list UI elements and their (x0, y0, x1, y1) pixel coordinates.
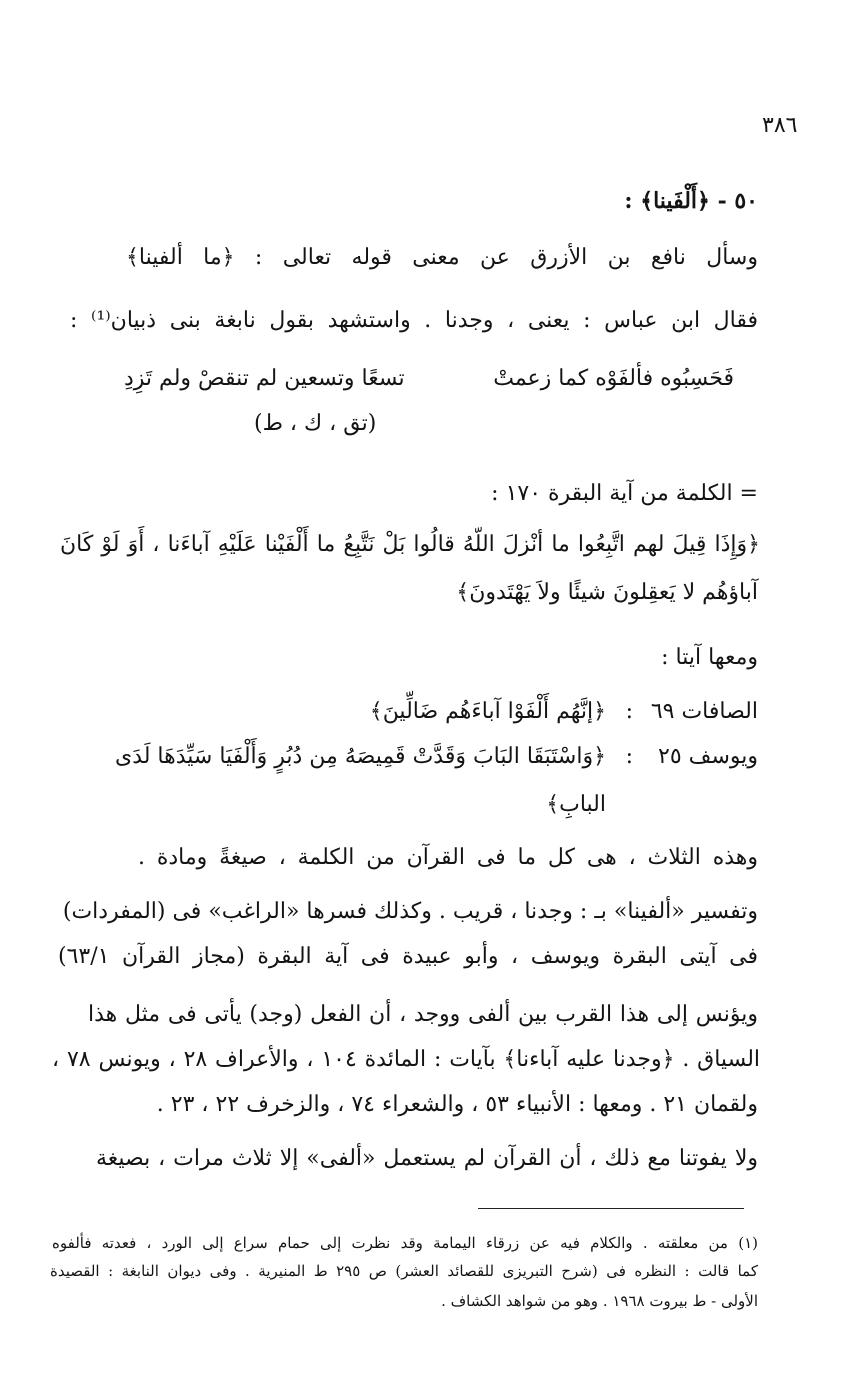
paragraph-2-line-1: وتفسير «ألفينا» بـ : وجدنا ، قريب . وكذلك فسرها «الراغب» فى (المفردات) (62, 899, 758, 924)
footnote-line-3: الأولى - ط بيروت ١٩٦٨ . وهو من شواهد الكشاف . (441, 1292, 758, 1310)
paragraph-1: وهذه الثلاث ، هى كل ما فى القرآن من الكلمة ، صيغةً ومادة . (138, 845, 758, 870)
footnote-line-1: (١) من معلقته . والكلام فيه عن زرقاء اليمامة وقد نظرت إلى حمام سراع إلى الورد ، فعدته فألفوه (52, 1234, 758, 1252)
footnote-divider (478, 1208, 744, 1209)
quran-verse-line-2: آباؤهُم لا يَعقِلونَ شيئًا ولاَ يَهْتَدونَ﴾ (456, 580, 758, 605)
ayah-1-label: الصافات ٦٩ (650, 699, 758, 724)
poem-hemistich-left: تسعًا وتسعين لم تنقصْ ولم تَزِدِ (124, 366, 405, 391)
paragraph-3-line-2: السياق . ﴿وجدنا عليه آباءنا﴾ بآيات : المائدة ١٠٤ ، والأعراف ٢٨ ، ويونس ٧٨ ، (52, 1047, 761, 1072)
entry-heading: ٥٠ - ﴿أَلْفَينا﴾ : (624, 188, 758, 214)
ayah-2-text: ﴿وَاسْتَبَقَا البَابَ وَقَدَّتْ قَمِيصَهُ مِن دُبُرٍ وَأَلْفَيَا سَيِّدَهَا لَدَى (114, 744, 606, 769)
ayah-2-separator: : (625, 744, 633, 769)
ayah-1-separator: : (625, 699, 633, 724)
answer-line: فقال ابن عباس : يعنى ، وجدنا . واستشهد بقول نابغة بنى ذبيان⁽¹⁾ : (70, 308, 759, 333)
quran-verse-line-1: ﴿وَإِذَا قِيلَ لهم اتَّبِعُوا ما أنْزلَ اللّهُ قالُوا بَلْ نَتَّبِعُ ما أَلْفَيْنا عَلَيْهِ آباءَنا ، أَوَ لَوْ كَانَ (60, 532, 760, 557)
intro-question: وسأل نافع بن الأزرق عن معنى قوله تعالى : ﴿ما ألفينا﴾ (126, 245, 758, 270)
with-it-label: ومعها آيتا : (661, 645, 758, 670)
footnote-line-2: كما قالت : النظره فى (شرح التبريزى للقصائد العشر) ص ٢٩٥ ط المنيرية . وفى ديوان النابغة : القصيدة (50, 1262, 758, 1280)
ayah-2-label: ويوسف ٢٥ (658, 744, 758, 769)
paragraph-3-line-1: ويؤنس إلى هذا القرب بين ألفى ووجد ، أن الفعل (وجد) يأتى فى مثل هذا (88, 1002, 758, 1027)
paragraph-2-line-2: فى آيتى البقرة ويوسف ، وأبو عبيدة فى آية البقرة (مجاز القرآن ٦٣/١) (58, 944, 758, 969)
ayah-2-text-cont: البابِ﴾ (546, 792, 606, 817)
ayah-1-text: ﴿إنَّهُم أَلْفَوْا آباءَهُم ضَالِّينَ﴾ (369, 699, 606, 724)
paragraph-4: ولا يفوتنا مع ذلك ، أن القرآن لم يستعمل «ألفى» إلا ثلاث مرات ، بصيغة (96, 1146, 758, 1171)
page-number: ٣٨٦ (762, 113, 798, 138)
poem-sources: (تق ، ك ، ط) (254, 411, 377, 436)
verse-reference: = الكلمة من آية البقرة ١٧٠ : (491, 481, 758, 506)
paragraph-3-line-3: ولقمان ٢١ . ومعها : الأنبياء ٥٣ ، والشعراء ٧٤ ، والزخرف ٢٢ ، ٢٣ . (156, 1092, 758, 1117)
poem-hemistich-right: فَحَسِبُوه فألفَوْه كما زعمتْ (493, 366, 734, 391)
